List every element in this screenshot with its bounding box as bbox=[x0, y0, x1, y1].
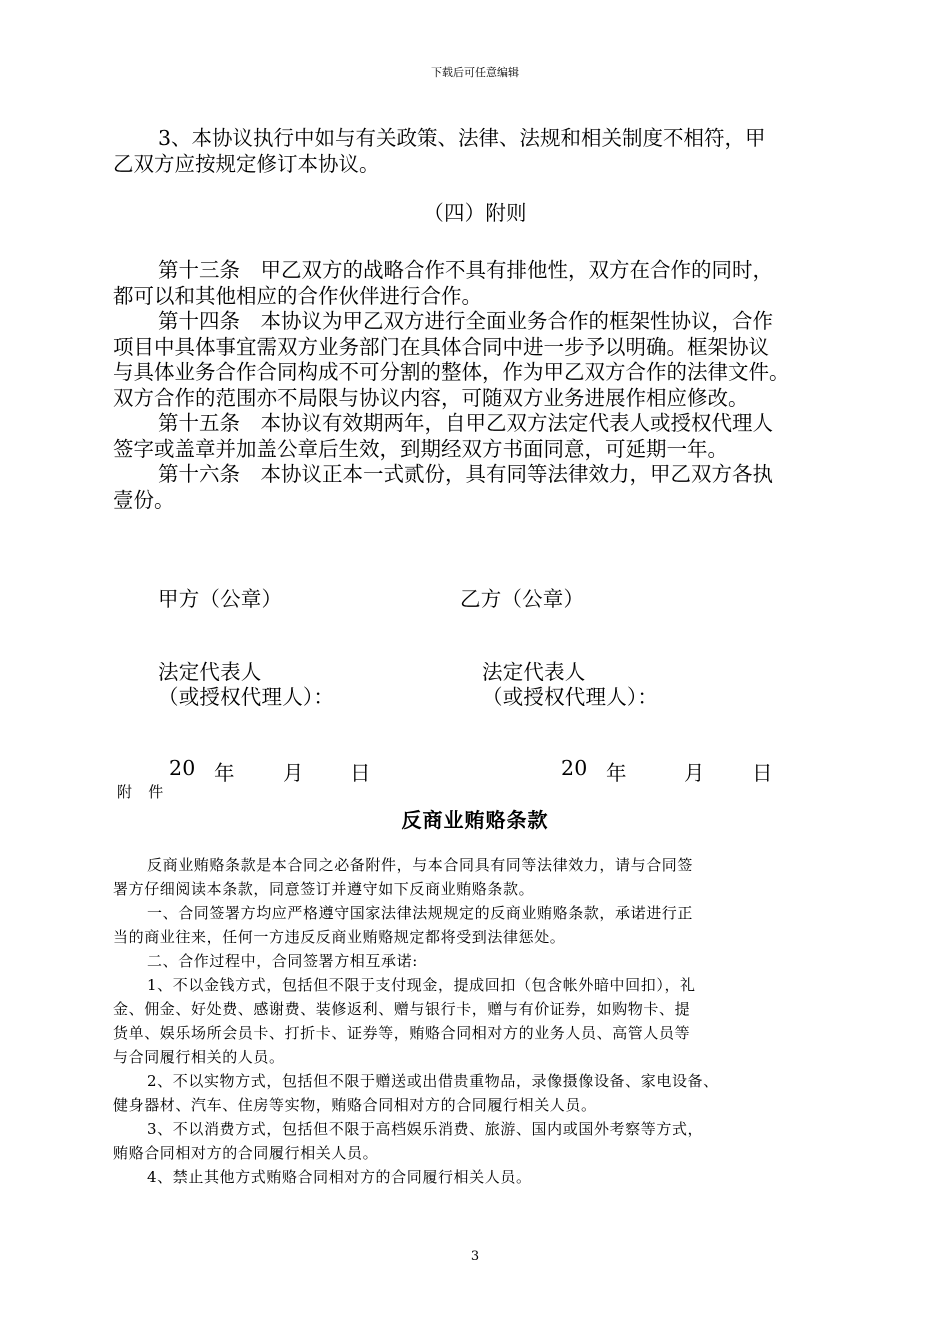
party-b-rep-label: 法定代表人 bbox=[482, 660, 586, 684]
clause-3: 3、本协议执行中如与有关政策、法律、法规和相关制度不相符，甲 乙双方应按规定修订本协议。 bbox=[113, 126, 766, 176]
attachment-sub-3: 3、不以消费方式，包括但不限于高档娱乐消费、旅游、国内或国外考察等方式， 贿赂合同相对方的合同履行相关人员。 bbox=[113, 1120, 704, 1162]
attachment-item-2: 二、合作过程中，合同签署方相互承诺: bbox=[147, 952, 418, 970]
attachment-sub-4: 4、禁止其他方式贿赂合同相对方的合同履行相关人员。 bbox=[147, 1168, 532, 1186]
party-b-agent-label: （或授权代理人）： bbox=[482, 685, 659, 709]
party-a-seal-label: 甲方（公章） bbox=[158, 587, 283, 611]
page-header: 下载后可任意编辑 bbox=[431, 66, 519, 79]
attachment-label: 附 件 bbox=[117, 783, 164, 801]
document-page: 下载后可任意编辑 3、本协议执行中如与有关政策、法律、法规和相关制度不相符，甲 乙双方应按规定修订本协议。 （四）附则 第十三条 甲乙双方的战略合作不具有排他性，双方在合作的同时， 都可以和其他相应的合作伙伴进行合作。 第十四条 本协议为甲乙双方进行全面业务合作的框架性协议，合作 项目中具体事宜需双方业务部门在具体合同中进一步予以明确。框架协议 与具体业务合作合同构成不可分割的整体，作为甲乙双方合作的法律文件。 双方合作的范围亦不局限与协议内容，可随双方业务进展作相应修改。 第十五条 本协议有效期两年，自甲乙双方法定代表人或授权代理人 签字或盖章并加盖公章后生效，到期经双方书面同意，可延期一年。 第十六条 本协议正本一式贰份，具有同等法律效力，甲乙双方各执 壹份。 甲方（公章） 乙方（公章） 法定代表人 （或授权代理人）： 法定代表人 （或授权代理人）： 20 年 月 日 20 年 月 日 附 件 反商业贿赂条款 反商业贿赂条款是本合同之必备附件，与本合同具有同等法律效力，请与合同签 署方仔细阅读本条款，同意签订并遵守如下反商业贿赂条款。 一、合同签署方均应严格遵守国家法律法规规定的反商业贿赂条款，承诺进行正 当的商业往来，任何一方违反反商业贿赂规定都将受到法律惩处。 二、合作过程中，合同签署方相互承诺: 1、不以金钱方式，包括但不限于支付现金，提成回扣（包含帐外暗中回扣），礼 金、佣金、好处费、感谢费、装修返利、赠与银行卡，赠与有价证券，如购物卡、提 货单、娱乐场所会员卡、打折卡、证券等，贿赂合同相对方的业务人员、高管人员等 与合同履行相关的人员。 2、不以实物方式，包括但不限于赠送或出借贵重物品，录像摄像设备、家电设备、 健身器材、汽车、住房等实物，贿赂合同相对方的合同履行相关人员。 3、不以消费方式，包括但不限于高档娱乐消费、旅游、国内或国外考察等方式， 贿赂合同相对方的合同履行相关人员。 4、禁止其他方式贿赂合同相对方的合同履行相关人员。 3 bbox=[0, 0, 950, 1344]
attachment-title: 反商业贿赂条款 bbox=[401, 808, 549, 832]
party-a-rep-label: 法定代表人 bbox=[158, 660, 262, 684]
party-b-seal-label: 乙方（公章） bbox=[460, 587, 585, 611]
attachment-item-1: 一、合同签署方均应严格遵守国家法律法规规定的反商业贿赂条款，承诺进行正 当的商业往来，任何一方违反反商业贿赂规定都将受到法律惩处。 bbox=[113, 904, 694, 946]
article-14: 第十四条 本协议为甲乙双方进行全面业务合作的框架性协议，合作 项目中具体事宜需双方业务部门在具体合同中进一步予以明确。框架协议 与具体业务合作合同构成不可分割的整体，作为甲乙双方合作的法律文件。 双方合作的范围亦不局限与协议内容，可随双方业务进展作相应修改。 bbox=[113, 309, 790, 410]
attachment-sub-1: 1、不以金钱方式，包括但不限于支付现金，提成回扣（包含帐外暗中回扣），礼 金、佣金、好处费、感谢费、装修返利、赠与银行卡，赠与有价证券，如购物卡、提 货单、娱乐场所会员卡、打折卡、证券等，贿赂合同相对方的业务人员、高管人员等 与合同履行相关的人员。 bbox=[113, 976, 696, 1066]
page-number: 3 bbox=[470, 1249, 480, 1264]
article-16: 第十六条 本协议正本一式贰份，具有同等法律效力，甲乙双方各执 壹份。 bbox=[113, 462, 773, 512]
attachment-sub-2: 2、不以实物方式，包括但不限于赠送或出借贵重物品，录像摄像设备、家电设备、 健身器材、汽车、住房等实物，贿赂合同相对方的合同履行相关人员。 bbox=[113, 1072, 719, 1114]
article-15: 第十五条 本协议有效期两年，自甲乙双方法定代表人或授权代理人 签字或盖章并加盖公章后生效，到期经双方书面同意，可延期一年。 bbox=[113, 411, 773, 461]
party-a-agent-label: （或授权代理人）： bbox=[158, 685, 335, 709]
article-13: 第十三条 甲乙双方的战略合作不具有排他性，双方在合作的同时， 都可以和其他相应的合作伙伴进行合作。 bbox=[113, 258, 773, 308]
section-heading: （四）附则 bbox=[423, 201, 527, 225]
attachment-intro: 反商业贿赂条款是本合同之必备附件，与本合同具有同等法律效力，请与合同签 署方仔细阅读本条款，同意签订并遵守如下反商业贿赂条款。 bbox=[113, 856, 694, 898]
